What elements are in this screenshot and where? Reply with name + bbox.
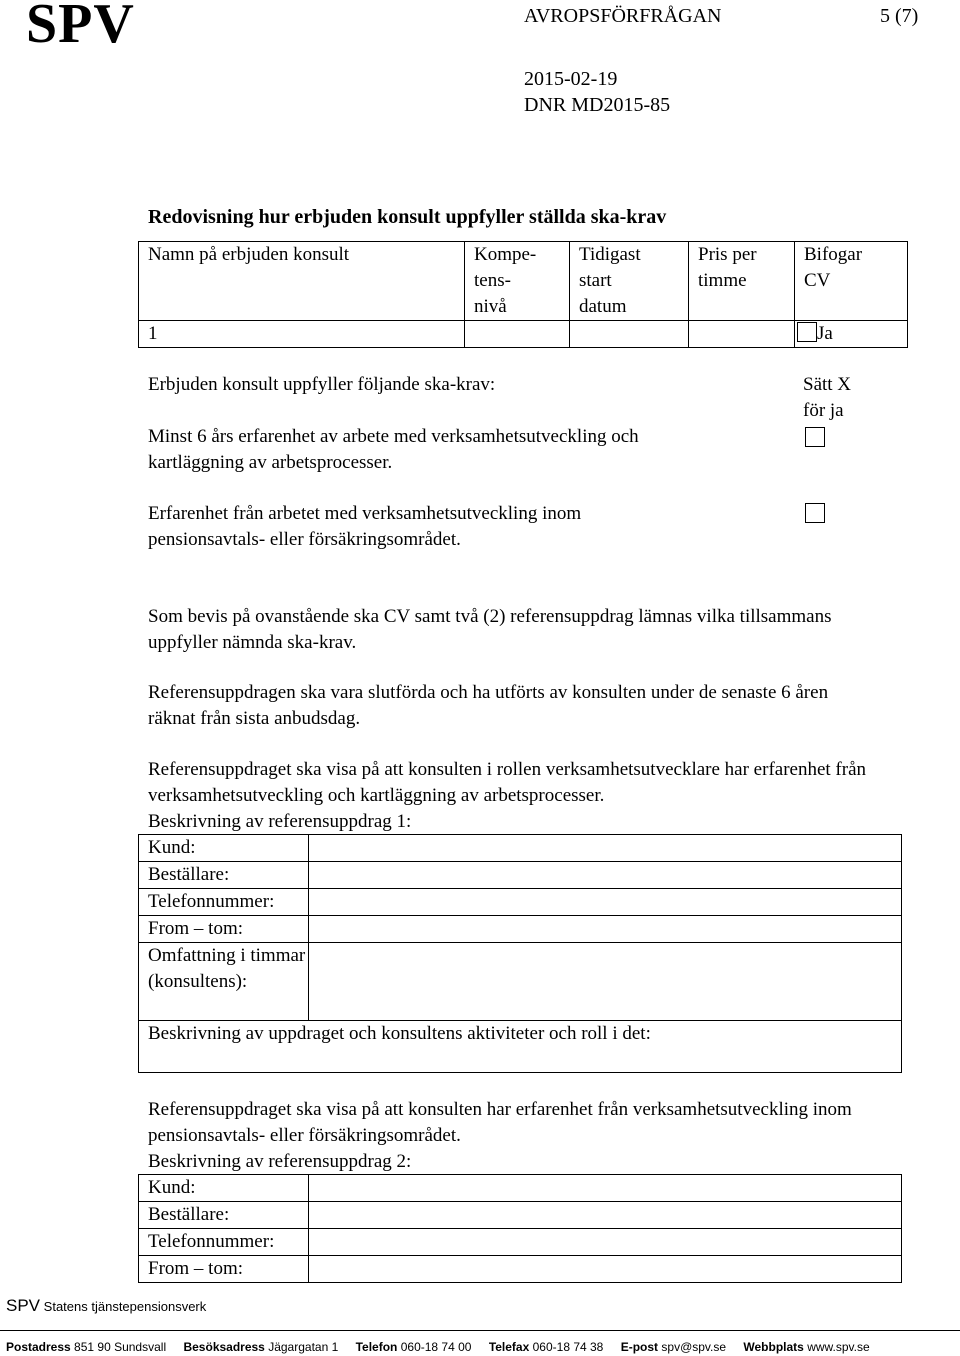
footer-postal-label: Postadress [6,1340,71,1354]
paragraph-completed: Referensuppdragen ska vara slutförda och ha utförts av konsulten under de senaste 6 åren räknat från sista anbudsdag. [148,682,829,729]
col-level-header [465,242,570,321]
reference-1-title: Beskrivning av referensuppdrag 1: [148,811,412,832]
row-number-cell [139,321,465,348]
ref2-orderer-label: Beställare: [139,1202,309,1229]
footer-web[interactable]: www.spv.se [807,1340,870,1354]
col-cv-label-2: CV [804,270,831,291]
footer-contact [6,1338,870,1356]
ref1-customer-input[interactable] [309,835,902,862]
cv-checkbox[interactable] [797,322,817,342]
reference-1-table [138,834,902,1073]
ref1-phone-label: Telefonnummer: [139,889,309,916]
mark-instruction-1: Sätt X [803,374,852,395]
footer-divider [0,1330,960,1331]
cv-cell [795,321,908,348]
paragraph-reference-1-requirement: Referensuppdraget ska visa på att konsulten i rollen verksamhetsutvecklare har erfarenhet från verksamhetsutveckling och kartläggning av arbetsprocesser. [148,759,867,806]
section-title: Redovisning hur erbjuden konsult uppfyller ställda ska-krav [148,206,667,228]
col-start-label-3: datum [579,296,627,317]
document-date: 2015-02-19 [524,68,618,90]
level-input-cell[interactable] [465,321,570,348]
ref1-customer-label: Kund: [139,835,309,862]
cv-yes-label: Ja [817,323,833,344]
footer-org-abbr: SPV [6,1296,41,1315]
col-price-label-2: timme [698,270,747,291]
col-level-label-3: nivå [474,296,507,317]
footer-org-name: Statens tjänstepensionsverk [43,1299,207,1314]
ref1-scope-label: Omfattning i timmar (konsultens): [139,943,309,1021]
col-name-label: Namn på erbjuden konsult [148,244,350,265]
spv-logo: SPV [26,0,135,55]
ref2-from-to-input[interactable] [309,1256,902,1283]
consultant-table [138,241,908,348]
ref2-from-to-label: From – tom: [139,1256,309,1283]
page-number: 5 (7) [880,5,919,27]
row-number: 1 [148,323,158,344]
requirement-1-checkbox[interactable] [805,427,825,447]
ref1-scope-input[interactable] [309,943,902,1021]
requirement-1-line-2: kartläggning av arbetsprocesser. [148,452,393,473]
col-cv-label-1: Bifogar [804,244,863,265]
ref2-phone-input[interactable] [309,1229,902,1256]
col-start-label-1: Tidigast [579,244,641,265]
footer-phone-label: Telefon [355,1340,398,1354]
requirement-2-line-2: pensionsavtals- eller försäkringsområdet. [148,529,461,550]
footer-web-label: Webbplats [743,1340,804,1354]
ref1-description-cell[interactable]: Beskrivning av uppdraget och konsultens aktiviteter och roll i det: [139,1021,902,1073]
footer-visit: Jägargatan 1 [268,1340,339,1354]
document-reference: DNR MD2015-85 [524,94,671,116]
ref1-orderer-label: Beställare: [139,862,309,889]
col-start-label-2: start [579,270,612,291]
requirement-2-checkbox[interactable] [805,503,825,523]
footer-organization [6,1296,206,1317]
ref2-customer-input[interactable] [309,1175,902,1202]
mark-instruction-2: för ja [803,400,844,421]
requirement-2-line-1: Erfarenhet från arbetet med verksamhetsutveckling inom [148,503,582,524]
col-level-label-2: tens- [474,270,511,291]
ref2-phone-label: Telefonnummer: [139,1229,309,1256]
footer-fax: 060-18 74 38 [532,1340,604,1354]
col-cv-header [795,242,908,321]
start-date-input-cell[interactable] [570,321,689,348]
col-start-header [570,242,689,321]
footer-postal: 851 90 Sundsvall [74,1340,167,1354]
col-price-label-1: Pris per [698,244,757,265]
col-level-label-1: Kompe- [474,244,537,265]
footer-phone: 060-18 74 00 [400,1340,472,1354]
col-price-header [689,242,795,321]
footer-fax-label: Telefax [488,1340,530,1354]
paragraph-reference-2-requirement: Referensuppdraget ska visa på att konsulten har erfarenhet från verksamhetsutveckling inom pensionsavtals- eller försäkringsområdet. [148,1099,852,1146]
footer-email-label: E-post [620,1340,659,1354]
footer-email[interactable]: spv@spv.se [661,1340,727,1354]
requirements-intro: Erbjuden konsult uppfyller följande ska-krav: [148,374,496,395]
price-input-cell[interactable] [689,321,795,348]
reference-2-title: Beskrivning av referensuppdrag 2: [148,1151,412,1172]
reference-2-table [138,1174,902,1283]
footer-visit-label: Besöksadress [183,1340,265,1354]
ref2-orderer-input[interactable] [309,1202,902,1229]
ref1-orderer-input[interactable] [309,862,902,889]
ref1-phone-input[interactable] [309,889,902,916]
col-name-header [139,242,465,321]
ref1-from-to-input[interactable] [309,916,902,943]
paragraph-evidence: Som bevis på ovanstående ska CV samt två (2) referensuppdrag lämnas vilka tillsammans uppfyller nämnda ska-krav. [148,606,832,653]
ref2-customer-label: Kund: [139,1175,309,1202]
ref1-from-to-label: From – tom: [139,916,309,943]
document-title: AVROPSFÖRFRÅGAN [524,5,722,27]
requirement-1-line-1: Minst 6 års erfarenhet av arbete med verksamhetsutveckling och [148,426,639,447]
